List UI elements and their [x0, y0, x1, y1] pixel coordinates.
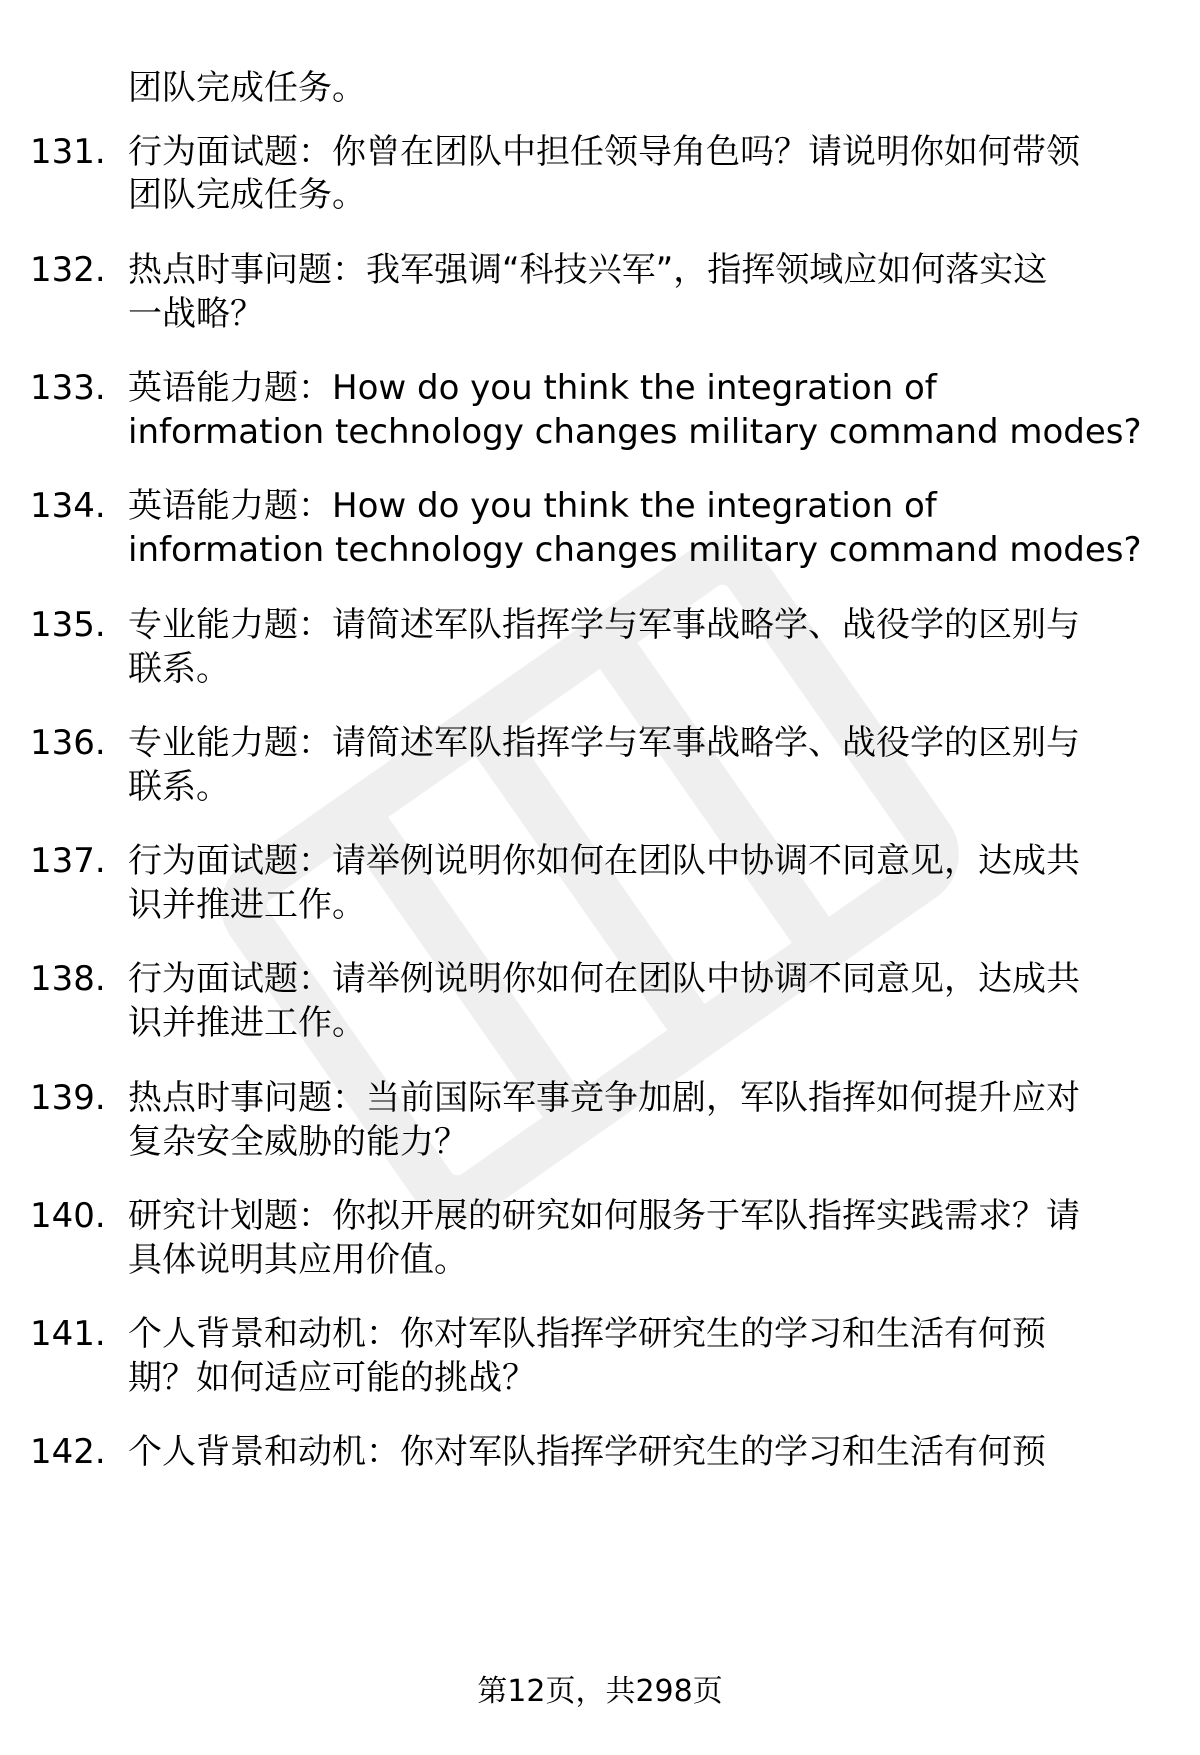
item-number-135: 135. [30, 605, 106, 645]
item-139-line-1: 热点时事问题：当前国际军事竞争加剧，军队指挥如何提升应对 [128, 1078, 1080, 1118]
item-133-line-1: 英语能力题：How do you think the integration of [128, 368, 937, 408]
item-136-line-2: 联系。 [128, 767, 230, 807]
continuation-line: 团队完成任务。 [128, 68, 366, 108]
item-134-line-1: 英语能力题：How do you think the integration of [128, 486, 937, 526]
item-138-line-2: 识并推进工作。 [128, 1003, 366, 1043]
item-131-line-1: 行为面试题：你曾在团队中担任领导角色吗？请说明你如何带领 [128, 132, 1080, 172]
item-number-136: 136. [30, 723, 106, 763]
item-142-line-1: 个人背景和动机：你对军队指挥学研究生的学习和生活有何预 [128, 1432, 1046, 1472]
item-131-line-2: 团队完成任务。 [128, 175, 366, 215]
item-140-line-1: 研究计划题：你拟开展的研究如何服务于军队指挥实践需求？请 [128, 1196, 1080, 1236]
item-138-line-1: 行为面试题：请举例说明你如何在团队中协调不同意见，达成共 [128, 959, 1080, 999]
item-number-134: 134. [30, 486, 106, 526]
item-139-line-2: 复杂安全威胁的能力？ [128, 1122, 468, 1162]
item-132-line-1: 热点时事问题：我军强调“科技兴军”，指挥领域应如何落实这 [128, 250, 1048, 290]
item-135-line-1: 专业能力题：请简述军队指挥学与军事战略学、战役学的区别与 [128, 605, 1080, 645]
item-136-line-1: 专业能力题：请简述军队指挥学与军事战略学、战役学的区别与 [128, 723, 1080, 763]
item-number-141: 141. [30, 1314, 106, 1354]
item-134-line-2: information technology changes military command modes? [128, 530, 1142, 570]
item-number-132: 132. [30, 250, 106, 290]
item-137-line-1: 行为面试题：请举例说明你如何在团队中协调不同意见，达成共 [128, 841, 1080, 881]
item-number-140: 140. [30, 1196, 106, 1236]
item-number-137: 137. [30, 841, 106, 881]
page-footer: 第12页，共298页 [477, 1674, 723, 1709]
item-number-139: 139. [30, 1078, 106, 1118]
item-141-line-1: 个人背景和动机：你对军队指挥学研究生的学习和生活有何预 [128, 1314, 1046, 1354]
item-number-142: 142. [30, 1432, 106, 1472]
item-137-line-2: 识并推进工作。 [128, 885, 366, 925]
item-141-line-2: 期？如何适应可能的挑战？ [128, 1358, 536, 1398]
item-number-138: 138. [30, 959, 106, 999]
item-135-line-2: 联系。 [128, 649, 230, 689]
item-140-line-2: 具体说明其应用价值。 [128, 1240, 468, 1280]
item-133-line-2: information technology changes military command modes? [128, 412, 1142, 452]
item-132-line-2: 一战略？ [128, 294, 264, 334]
item-number-133: 133. [30, 368, 106, 408]
item-number-131: 131. [30, 132, 106, 172]
